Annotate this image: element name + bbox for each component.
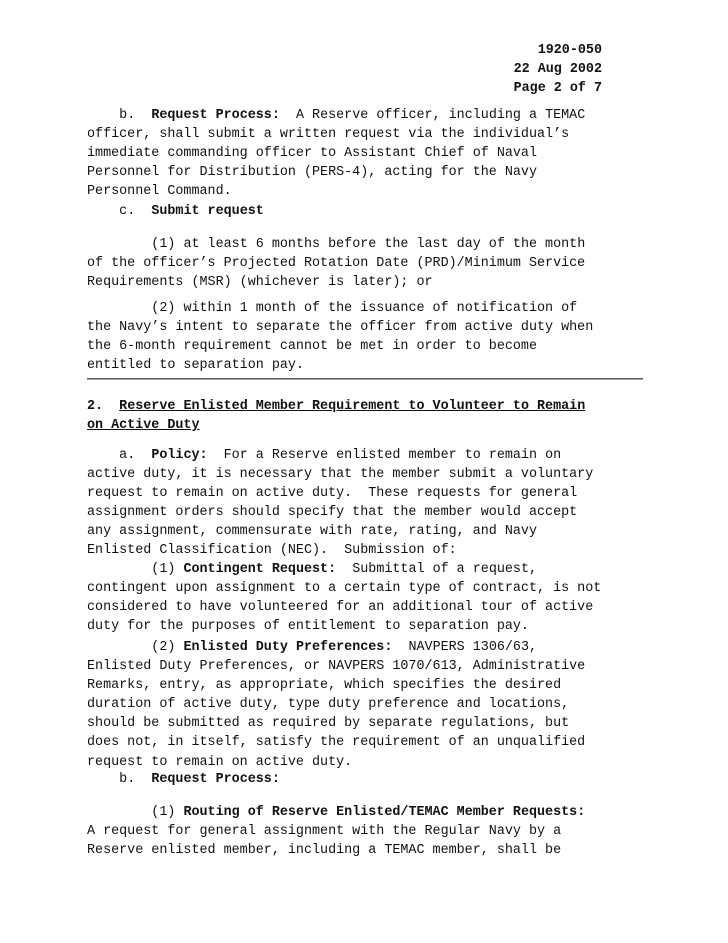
item-text: NAVPERS 1306/63, [408,640,538,655]
item-text: A request for general assignment with the Regular Navy by a [87,824,562,840]
paragraph-label: a. [119,448,136,463]
paragraph-text: officer, shall submit a written request via the individual’s [87,127,570,143]
submit-item-1 [87,235,647,292]
section-title: Reserve Enlisted Member Requirement to Volunteer to Remain [119,399,586,414]
item-text: Reserve enlisted member, including a TEMAC member, shall be [87,843,562,859]
doc-date: 22 Aug 2002 [513,62,602,78]
item-text: considered to have volunteered for an additional tour of active [87,600,594,616]
paragraph-text: Enlisted Classification (NEC). Submission of: [87,543,457,559]
paragraph-text: immediate commanding officer to Assistant Chief of Naval [87,146,537,162]
item-text: the Navy’s intent to separate the officer from active duty when [87,320,594,336]
item-text: should be submitted as required by separate regulations, but [87,716,570,732]
paragraph-text: A Reserve officer, including a TEMAC [295,108,586,123]
item-title: Enlisted Duty Preferences: [183,640,393,655]
item-text: Enlisted Duty Preferences, or NAVPERS 1070/613, Administrative [87,659,586,675]
paragraph-policy [87,446,647,561]
paragraph-officer-request-process [87,106,647,201]
paragraph-title: Request Process: [151,772,280,787]
paragraph-contingent-request [87,560,647,636]
item-text: (1) at least 6 months before the last day of the month [151,237,586,252]
paragraph-routing [87,803,647,860]
page-number: Page 2 of 7 [513,81,602,97]
item-text: of the officer’s Projected Rotation Date (PRD)/Minimum Service [87,256,586,272]
section-2-heading [87,397,647,435]
item-title: Routing of Reserve Enlisted/TEMAC Member Requests: [183,805,586,820]
paragraph-title: Submit request [151,204,264,219]
item-number: (2) [151,640,176,655]
paragraph-text: any assignment, commensurate with rate, rating, and Navy [87,524,537,540]
item-title: Contingent Request: [183,562,337,577]
document-header [507,41,602,98]
item-text: the 6-month requirement cannot be met in order to become [87,339,537,355]
paragraph-enlisted-duty-preferences [87,638,647,772]
section-divider [87,378,643,380]
paragraph-text: active duty, it is necessary that the member submit a voluntary [87,467,594,483]
submit-item-2 [87,299,647,375]
item-text: (2) within 1 month of the issuance of notification of [151,301,578,316]
item-text: Submittal of a request, [352,562,538,577]
paragraph-label: b. [119,108,136,123]
item-text: request to remain on active duty. [87,754,353,770]
paragraph-text: Personnel for Distribution (PERS-4), acting for the Navy [87,165,537,181]
paragraph-title: Policy: [151,448,208,463]
item-text: Remarks, entry, as appropriate, which specifies the desired [87,678,562,694]
item-text: entitled to separation pay. [87,358,304,374]
paragraph-enlisted-request-process [87,770,647,789]
item-text: duty for the purposes of entitlement to separation pay. [87,619,529,635]
paragraph-text: request to remain on active duty. These requests for general [87,486,578,502]
paragraph-text: Personnel Command. [87,184,232,200]
paragraph-text: assignment orders should specify that the member would accept [87,505,578,521]
paragraph-submit-request [87,202,647,221]
item-text: contingent upon assignment to a certain type of contract, is not [87,581,602,597]
item-number: (1) [151,562,176,577]
paragraph-label: b. [119,772,136,787]
item-text: does not, in itself, satisfy the requirement of an unqualified [87,735,586,751]
paragraph-title: Request Process: [151,108,280,123]
item-text: Requirements (MSR) (whichever is later); or [87,275,433,291]
paragraph-label: c. [119,204,136,219]
paragraph-text: For a Reserve enlisted member to remain on [223,448,562,463]
item-number: (1) [151,805,176,820]
section-number: 2. [87,399,104,414]
doc-number: 1920-050 [537,43,602,58]
section-title: on Active Duty [87,418,200,434]
item-text: duration of active duty, type duty preference and locations, [87,697,570,713]
